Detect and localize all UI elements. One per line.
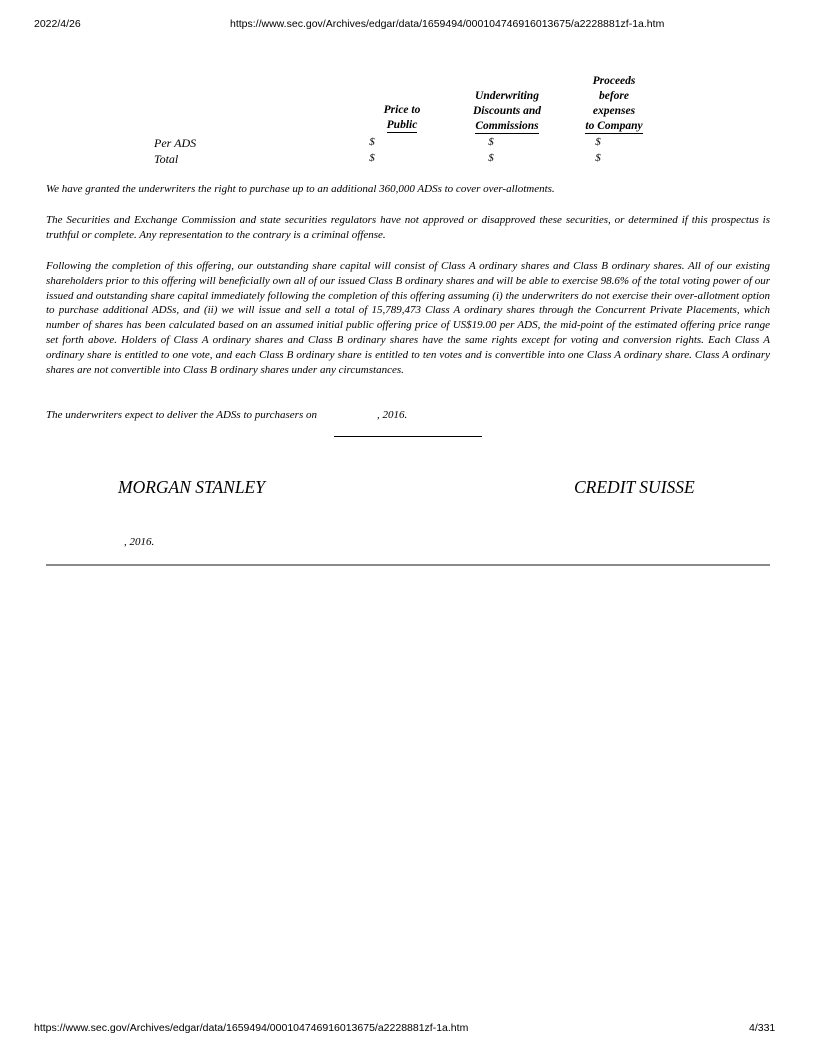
delivery-text: The underwriters expect to deliver the ADSs to purchasers on (46, 409, 317, 421)
sec-notice-paragraph: The Securities and Exchange Commission and state securities regulators have not approved or disapproved these securities, or determined if this prospectus is truthful or complete. Any representation to the contrary is a criminal offense. (46, 214, 770, 241)
delivery-paragraph (46, 408, 770, 423)
underwriter-credit-suisse: CREDIT SUISSE (574, 477, 695, 497)
print-url: https://www.sec.gov/Archives/edgar/data/1659494/000104746916013675/a2228881zf-1a.htm (230, 18, 665, 30)
share-capital-paragraph: Following the completion of this offering, our outstanding share capital will consist of Class A ordinary shares and Class B ordinary shares. All of our existing shareholders prior to this offering will beneficially own all of our issued Class B ordinary shares and will be able to exercise 98.6% of the total voting power of our issued and outstanding share capital immediately following the completion of this offering assuming (i) the underwriters do not exercise their over-allotment option to purchase additional ADSs, and (ii) we will issue and sell a total of 15,789,473 Class A ordinary shares through the Concurrent Private Placements, which number of shares has been calculated based on an assumed initial public offering price of US$19.00 per ADS, the mid-point of the estimated offering price range set forth above. Holders of Class A ordinary shares and Class B ordinary shares have the same rights except for voting and conversion rights. Each Class A ordinary share is entitled to one vote, and each Class B ordinary share is entitled to ten votes and is convertible into one Class A ordinary share. Class A ordinary shares are not convertible into Class B ordinary shares under any circumstances. (46, 260, 770, 376)
cell-per-ads-underwriting: $ (488, 136, 494, 148)
col-header-underwriting-line: Underwriting (475, 90, 539, 102)
print-date: 2022/4/26 (34, 18, 81, 30)
underwriter-morgan-stanley: MORGAN STANLEY (118, 477, 265, 497)
footer-page-number: 4/331 (749, 1022, 776, 1034)
cell-total-underwriting: $ (488, 152, 494, 164)
col-header-proceeds-line: expenses (592, 105, 636, 117)
cell-per-ads-proceeds: $ (595, 136, 601, 148)
col-header-underwriting-line: Commissions (475, 120, 539, 132)
col-header-proceeds-line: to Company (585, 120, 643, 132)
delivery-date-suffix: , 2016. (377, 409, 408, 421)
col-header-underwriting-line: Discounts and (472, 105, 542, 117)
col-header-price (370, 103, 434, 133)
prospectus-date: , 2016. (124, 536, 155, 548)
col-header-proceeds-line: before (598, 90, 629, 102)
footer-url: https://www.sec.gov/Archives/edgar/data/1659494/000104746916013675/a2228881zf-1a.htm (34, 1022, 469, 1034)
cell-per-ads-price: $ (369, 136, 375, 148)
col-header-price-line: Public (386, 119, 418, 131)
col-header-underwriting (462, 89, 552, 134)
divider-long (46, 564, 770, 566)
col-header-proceeds (574, 74, 654, 134)
row-label-per-ads: Per ADS (154, 136, 197, 150)
cell-total-price: $ (369, 152, 375, 164)
col-header-price-line: Price to (383, 104, 421, 116)
cell-total-proceeds: $ (595, 152, 601, 164)
col-header-proceeds-line: Proceeds (592, 75, 636, 87)
overallotment-paragraph: We have granted the underwriters the right to purchase up to an additional 360,000 ADSs to cover over-allotments. (46, 183, 555, 195)
divider-short (334, 436, 482, 437)
row-label-total: Total (154, 152, 179, 166)
